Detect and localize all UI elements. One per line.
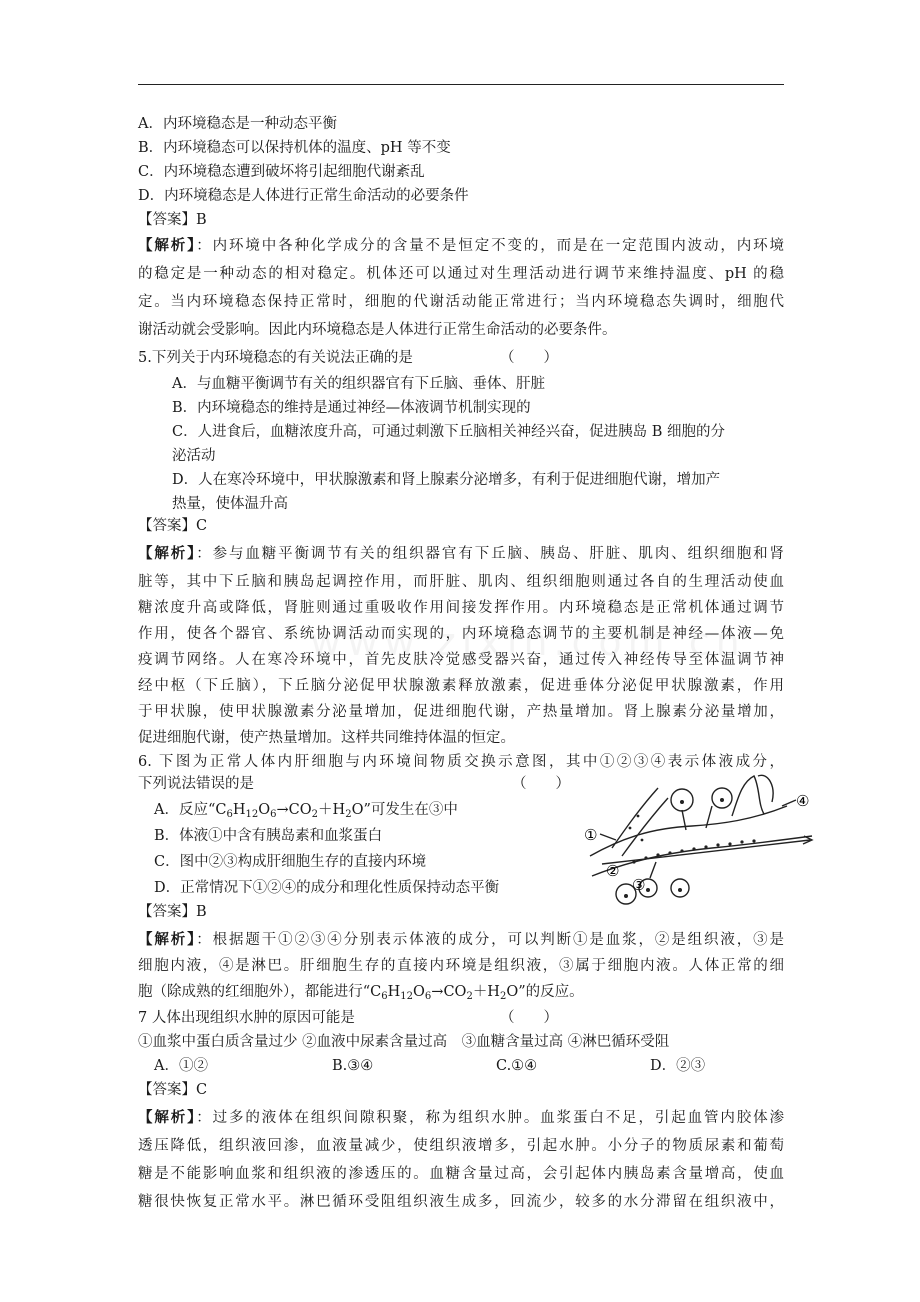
analysis-label: 【解析】 [138, 1109, 197, 1126]
analysis-label: 【解析】 [138, 237, 197, 254]
diagram-label-2: ② [606, 862, 620, 880]
q5-option-a: A．与血糖平衡调节有关的组织器官有下丘脑、垂体、肝脏 [172, 376, 545, 392]
diagram-label-4: ④ [796, 792, 810, 810]
q4-analysis-line-1 [138, 236, 784, 256]
q6-paren: （ ） [512, 776, 570, 792]
q5-paren: （ ） [500, 350, 558, 366]
header-rule [138, 84, 784, 85]
q4-analysis-line-2: 的稳定是一种动态的相对稳定。机体还可以通过对生理活动进行调节来维持温度、pH 的稳 [138, 266, 784, 282]
q4-option-b: B．内环境稳态可以保持机体的温度、pH 等不变 [138, 140, 451, 156]
q7-answer: 【答案】C [138, 1082, 208, 1098]
analysis-text: ：根据题干①②③④分别表示体液的成分，可以判断①是血浆，②是组织液，③是 [196, 932, 784, 948]
q4-analysis-line-4: 谢活动就会受影响。因此内环境稳态是人体进行正常生命活动的必要条件。 [138, 322, 617, 338]
vessel-wall-upper [590, 806, 787, 856]
q7-option-a: A．①② [154, 1058, 208, 1074]
q6-analysis-line-1 [138, 930, 784, 950]
q5-analysis-line-5: 疫调节网络。人在寒冷环境中，首先皮肤冷觉感受器兴奋，通过传入神经传导至体温调节神 [138, 652, 784, 668]
vessel-wall-lower [592, 836, 812, 876]
q5-analysis-line-6: 经中枢（下丘脑），下丘脑分泌促甲状腺激素释放激素，促进垂体分泌促甲状腺激素，作用 [138, 678, 784, 694]
q4-option-a: A．内环境稳态是一种动态平衡 [138, 116, 337, 132]
q4-analysis-line-3: 定。当内环境稳态保持正常时，细胞的代谢活动能正常进行；当内环境稳态失调时，细胞代 [138, 294, 784, 310]
lymph-vessel [732, 776, 764, 816]
q7-option-d: D．②③ [650, 1058, 706, 1074]
q6-stem-line-1: 6. 下图为正常人体内肝细胞与内环境间物质交换示意图，其中①②③④表示体液成分， [138, 754, 784, 770]
q7-analysis-line-3: 糖是不能影响血浆和组织液的渗透压的。血糖含量过高，会引起体内胰岛素含量增高，使血 [138, 1166, 784, 1182]
q7-analysis-line-2: 透压降低，组织液回渗，血液量减少，使组织液增多，引起水肿。小分子的物质尿素和葡萄 [138, 1138, 784, 1154]
q5-analysis-line-3: 糖浓度升高或降低，肾脏则通过重吸收作用间接发挥作用。内环境稳态是正常机体通过调节 [138, 600, 784, 616]
q4-option-c: C．内环境稳态遭到破坏将引起细胞代谢紊乱 [138, 164, 425, 180]
label-4-leader [782, 800, 796, 806]
q5-analysis-line-8: 促进细胞代谢，使产热量增加。这样共同维持体温的恒定。 [138, 730, 515, 746]
analysis-label: 【解析】 [138, 545, 197, 562]
q5-option-c-line-2: 泌活动 [172, 448, 216, 464]
q5-analysis-line-2: 脏等，其中下丘脑和胰岛起调控作用，而肝脏、肌肉、组织细胞则通过各自的生理活动使血 [138, 574, 784, 590]
q7-analysis-line-4: 糖很快恢复正常水平。淋巴循环受阻组织液生成多，回流少，较多的水分滞留在组织液中， [138, 1194, 784, 1210]
q5-stem: 5.下列关于内环境稳态的有关说法正确的是 [138, 350, 413, 366]
q5-analysis-line-7: 于甲状腺，使甲状腺激素分泌量增加，促进细胞代谢，产热量增加。肾上腺素分泌量增加， [138, 704, 784, 720]
q6-option-b: B．体液①中含有胰岛素和血浆蛋白 [154, 828, 383, 844]
q7-items: ①血浆中蛋白质含量过少 ②血液中尿素含量过高 ③血糖含量过高 ④淋巴循环受阻 [138, 1034, 670, 1050]
q4-option-d: D．内环境稳态是人体进行正常生命活动的必要条件 [138, 188, 469, 204]
diagram-label-3: ③ [632, 876, 646, 894]
q5-option-c-line-1: C．人进食后，血糖浓度升高，可通过刺激下丘脑相关神经兴奋，促进胰岛 B 细胞的分 [172, 424, 725, 440]
q7-option-c: C.①④ [496, 1058, 538, 1074]
q6-analysis-line-3: 胞（除成熟的红细胞外），都能进行“$C_6H_{12}O_6\to CO_2+H_2O$”的反应。 [138, 984, 584, 1002]
q5-analysis-line-4: 作用，使各个器官、系统协调活动而实现的，内环境稳态调节的主要机制是神经—体液—免 [138, 626, 784, 642]
analysis-text: ：参与血糖平衡调节有关的组织器官有下丘脑、胰岛、肝脏、肌肉、组织细胞和肾 [196, 546, 784, 562]
q6-option-c: C．图中②③构成肝细胞生存的直接内环境 [154, 854, 427, 870]
flow-arrow-line [602, 840, 810, 864]
diagram-label-1: ① [584, 826, 598, 844]
q7-paren: （ ） [500, 1010, 558, 1026]
q7-option-b: B.③④ [332, 1058, 374, 1074]
q6-option-a: A．反应“$C_6H_{12}O_6\to CO_2+H_2O$”可发生在③中 [154, 802, 458, 820]
q6-analysis-line-2: 细胞内液，④是淋巴。肝细胞生存的直接内环境是组织液，③属于细胞内液。人体正常的细 [138, 958, 784, 974]
q6-stem-line-2: 下列说法错误的是 [138, 776, 254, 792]
q5-option-d-line-1: D．人在寒冷环境中，甲状腺激素和肾上腺素分泌增多，有利于促进细胞代谢，增加产 [172, 472, 721, 488]
liver-cell-exchange-diagram [582, 768, 818, 910]
q7-analysis-line-1 [138, 1108, 784, 1128]
analysis-text: ：内环境中各种化学成分的含量不是恒定不变的，而是在一定范围内波动，内环境 [196, 238, 784, 254]
analysis-label: 【解析】 [138, 931, 197, 948]
q5-option-d-line-2: 热量，使体温升高 [172, 496, 288, 512]
label-1-leader [600, 834, 616, 840]
q6-option-d: D．正常情况下①②④的成分和理化性质保持动态平衡 [154, 880, 500, 896]
q7-stem: 7 人体出现组织水肿的原因可能是 [138, 1010, 355, 1026]
q5-analysis-line-1 [138, 544, 784, 564]
q5-answer: 【答案】C [138, 518, 208, 534]
q6-answer: 【答案】B [138, 904, 207, 920]
q5-option-b: B．内环境稳态的维持是通过神经—体液调节机制实现的 [172, 400, 531, 416]
q4-answer: 【答案】B [138, 212, 207, 228]
analysis-text: ：过多的液体在组织间隙积聚，称为组织水肿。血浆蛋白不足，引起血管内胶体渗 [196, 1110, 784, 1126]
